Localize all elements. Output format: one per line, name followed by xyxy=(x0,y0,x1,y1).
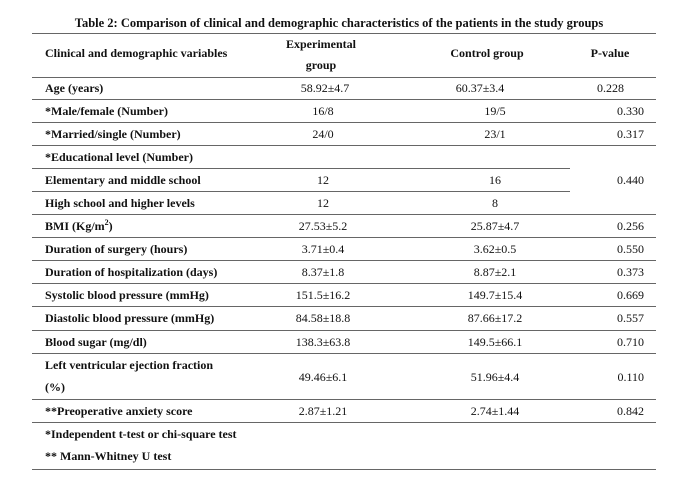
cell-age-exp: 58.92±4.7 xyxy=(300,81,350,95)
rule-header xyxy=(32,77,656,78)
cell-married-exp: 24/0 xyxy=(312,127,334,141)
row-label-diastolic: Diastolic blood pressure (mmHg) xyxy=(45,311,215,325)
cell-sex-exp: 16/8 xyxy=(312,104,334,118)
header-experimental-line2: group xyxy=(305,58,337,72)
cell-age-p: 0.228 xyxy=(597,81,624,95)
rule xyxy=(32,237,656,238)
rule xyxy=(32,145,656,146)
row-label-surgery: Duration of surgery (hours) xyxy=(45,242,188,256)
rule xyxy=(32,214,656,215)
cell-blood-sugar-exp: 138.3±63.8 xyxy=(295,335,351,349)
cell-age-ctl: 60.37±3.4 xyxy=(455,81,505,95)
row-label-lvef: Left ventricular ejection fraction xyxy=(45,358,214,372)
rule xyxy=(32,306,656,307)
cell-blood-sugar-p: 0.710 xyxy=(617,335,644,349)
rule xyxy=(32,422,656,423)
cell-diastolic-p: 0.557 xyxy=(617,311,644,325)
rule xyxy=(32,330,656,331)
row-label-highschool: High school and higher levels xyxy=(45,196,195,210)
rule xyxy=(32,168,570,169)
rule-bottom xyxy=(32,469,656,470)
cell-systolic-exp: 151.5±16.2 xyxy=(295,288,351,302)
rule-top xyxy=(32,33,656,34)
cell-diastolic-ctl: 87.66±17.2 xyxy=(467,311,523,325)
rule xyxy=(32,260,656,261)
cell-highschool-ctl: 8 xyxy=(492,196,498,210)
row-label-sex: *Male/female (Number) xyxy=(45,104,168,118)
cell-married-p: 0.317 xyxy=(617,127,644,141)
cell-hospitalization-p: 0.373 xyxy=(617,265,644,279)
cell-elementary-ctl: 16 xyxy=(489,173,501,187)
cell-systolic-p: 0.669 xyxy=(617,288,644,302)
cell-anxiety-p: 0.842 xyxy=(617,404,644,418)
cell-education-p: 0.440 xyxy=(617,173,644,187)
cell-elementary-exp: 12 xyxy=(317,173,329,187)
cell-diastolic-exp: 84.58±18.8 xyxy=(295,311,351,325)
cell-anxiety-exp: 2.87±1.21 xyxy=(298,404,348,418)
header-control: Control group xyxy=(450,46,524,60)
cell-sex-ctl: 19/5 xyxy=(484,104,506,118)
cell-lvef-ctl: 51.96±4.4 xyxy=(470,370,520,384)
rule xyxy=(32,191,570,192)
cell-surgery-p: 0.550 xyxy=(617,242,644,256)
footnote-1: *Independent t-test or chi-square test xyxy=(45,427,237,441)
row-label-age: Age (years) xyxy=(45,81,104,95)
cell-surgery-exp: 3.71±0.4 xyxy=(301,242,345,256)
cell-lvef-p: 0.110 xyxy=(617,370,644,384)
row-label-elementary: Elementary and middle school xyxy=(45,173,201,187)
header-experimental: Experimental xyxy=(286,37,356,51)
header-pvalue: P-value xyxy=(590,46,630,60)
row-label-education: *Educational level (Number) xyxy=(45,150,193,164)
cell-bmi-exp: 27.53±5.2 xyxy=(298,219,348,233)
table-title: Table 2: Comparison of clinical and demographic characteristics of the patients in the study groups xyxy=(74,16,604,30)
row-label-hospitalization: Duration of hospitalization (days) xyxy=(45,265,218,279)
row-label-blood-sugar: Blood sugar (mg/dl) xyxy=(45,335,147,349)
cell-married-ctl: 23/1 xyxy=(484,127,506,141)
cell-highschool-exp: 12 xyxy=(317,196,329,210)
cell-sex-p: 0.330 xyxy=(617,104,644,118)
rule xyxy=(32,122,656,123)
cell-hospitalization-ctl: 8.87±2.1 xyxy=(473,265,517,279)
row-label-married: *Married/single (Number) xyxy=(45,127,181,141)
rule xyxy=(32,283,656,284)
cell-blood-sugar-ctl: 149.5±66.1 xyxy=(467,335,523,349)
header-variables: Clinical and demographic variables xyxy=(45,46,228,60)
cell-bmi-p: 0.256 xyxy=(617,219,644,233)
cell-surgery-ctl: 3.62±0.5 xyxy=(473,242,517,256)
bmi-label-prefix: BMI (Kg/m xyxy=(45,219,105,233)
row-label-bmi xyxy=(45,219,113,233)
bmi-label-superscript: 2 xyxy=(104,218,109,227)
rule xyxy=(32,99,656,100)
cell-lvef-exp: 49.46±6.1 xyxy=(298,370,348,384)
cell-systolic-ctl: 149.7±15.4 xyxy=(467,288,523,302)
cell-bmi-ctl: 25.87±4.7 xyxy=(470,219,520,233)
rule xyxy=(32,399,656,400)
footnote-2: ** Mann-Whitney U test xyxy=(45,449,172,463)
row-label-systolic: Systolic blood pressure (mmHg) xyxy=(45,288,209,302)
cell-anxiety-ctl: 2.74±1.44 xyxy=(470,404,520,418)
cell-hospitalization-exp: 8.37±1.8 xyxy=(301,265,345,279)
bmi-label-suffix: ) xyxy=(108,219,113,233)
row-label-lvef-line2: (%) xyxy=(45,380,65,394)
row-label-anxiety: **Preoperative anxiety score xyxy=(45,404,193,418)
rule xyxy=(32,353,656,354)
